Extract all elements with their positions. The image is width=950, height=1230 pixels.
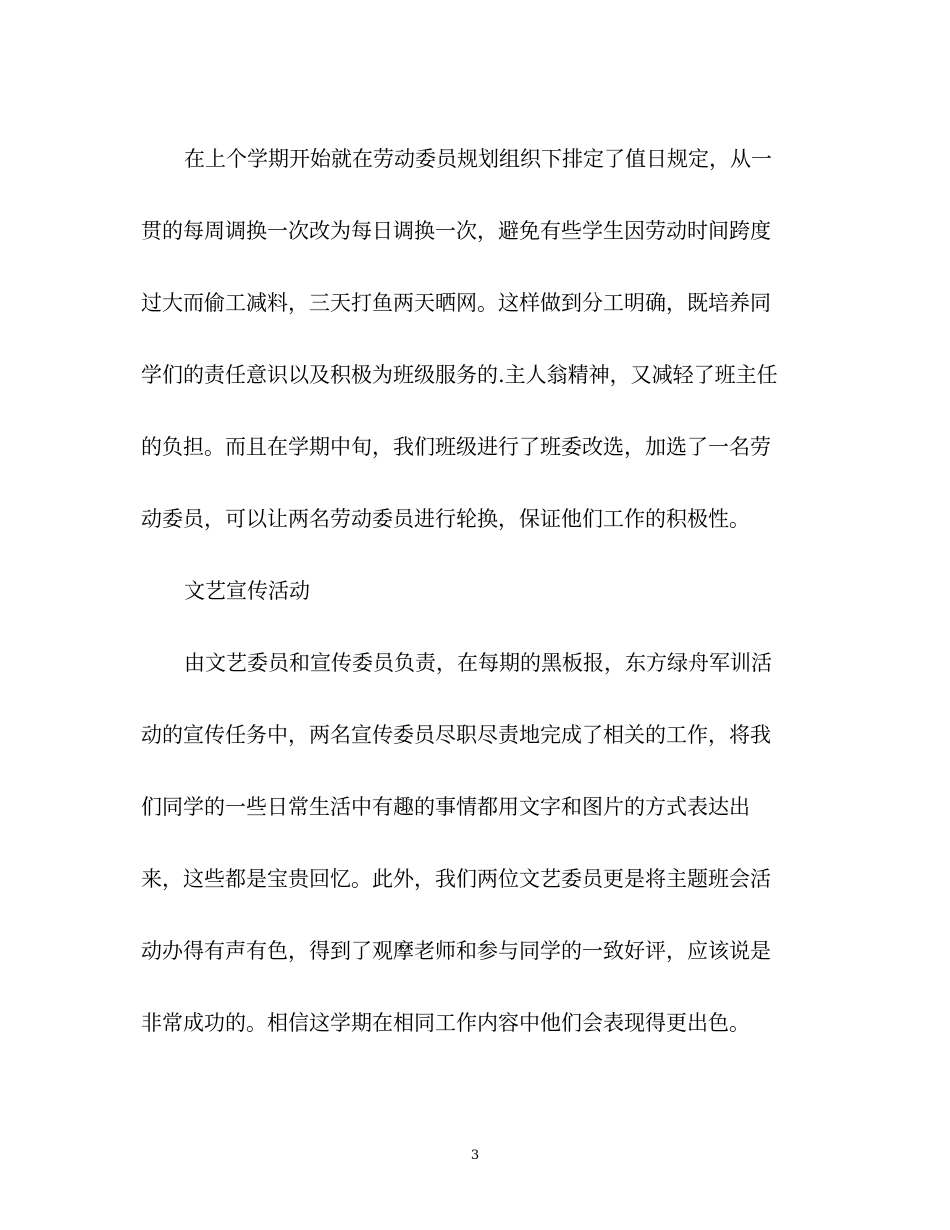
paragraph-line: 由文艺委员和宣传委员负责，在每期的黑板报，东方绿舟军训活 (184, 651, 772, 675)
paragraph-line: 过大而偷工减料，三天打鱼两天晒网。这样做到分工明确，既培养同 (141, 291, 771, 315)
paragraph-line: 动的宣传任务中，两名宣传委员尽职尽责地完成了相关的工作，将我 (141, 723, 771, 747)
section-heading: 文艺宣传活动 (184, 579, 310, 603)
page-number: 3 (470, 1148, 480, 1163)
paragraph-line: 非常成功的。相信这学期在相同工作内容中他们会表现得更出色。 (141, 1011, 750, 1035)
paragraph-line: 学们的责任意识以及积极为班级服务的.主人翁精神，又减轻了班主任 (141, 363, 778, 387)
paragraph-line: 贯的每周调换一次改为每日调换一次，避免有些学生因劳动时间跨度 (141, 219, 771, 243)
paragraph-line: 动办得有声有色，得到了观摩老师和参与同学的一致好评，应该说是 (141, 939, 771, 963)
paragraph-line: 的负担。而且在学期中旬，我们班级进行了班委改选，加选了一名劳 (141, 435, 771, 459)
paragraph-line: 在上个学期开始就在劳动委员规划组织下排定了值日规定，从一 (184, 147, 772, 171)
paragraph-line: 来，这些都是宝贵回忆。此外，我们两位文艺委员更是将主题班会活 (141, 867, 771, 891)
paragraph-line: 们同学的一些日常生活中有趣的事情都用文字和图片的方式表达出 (141, 795, 750, 819)
paragraph-line: 动委员，可以让两名劳动委员进行轮换，保证他们工作的积极性。 (141, 507, 750, 531)
